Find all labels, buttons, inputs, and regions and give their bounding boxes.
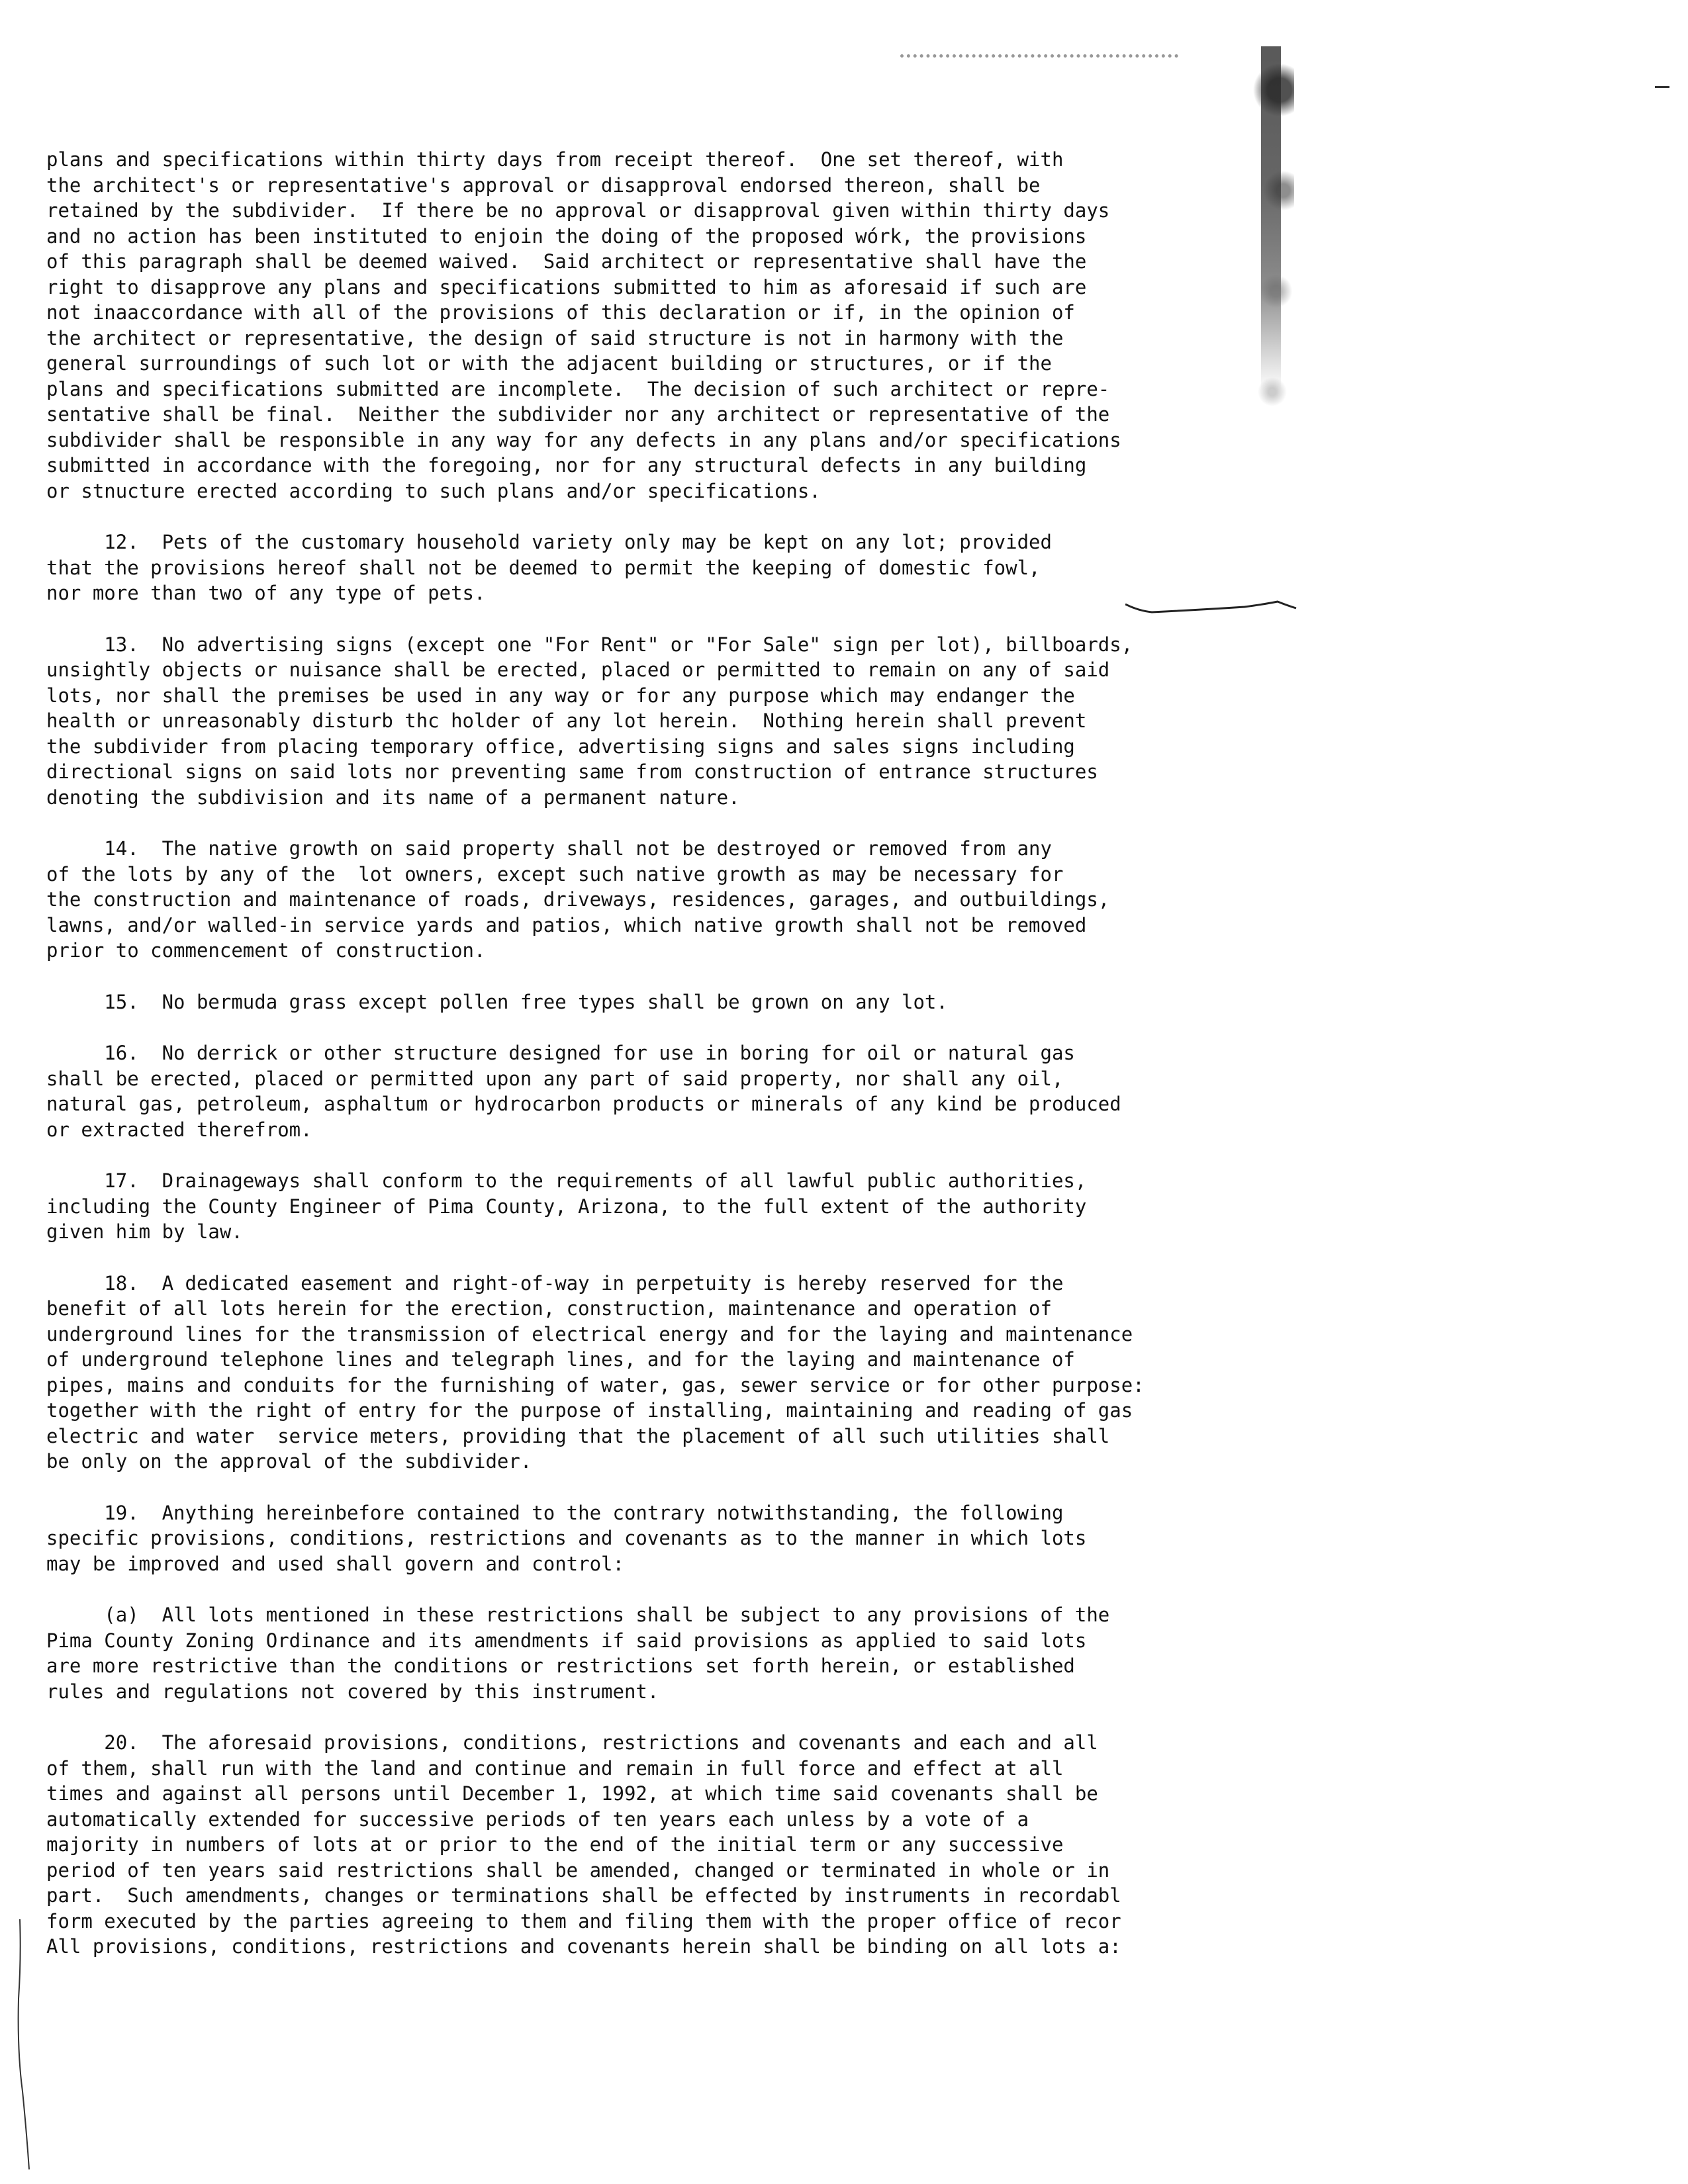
scan-artifact-left-scratch: [0, 1919, 53, 2171]
text-line: rules and regulations not covered by this instrument.: [46, 1680, 659, 1703]
text-line: of them, shall run with the land and continue and remain in full force and effect at all: [46, 1756, 1064, 1780]
text-line: or stnucture erected according to such plans and/or specifications.: [46, 479, 821, 502]
text-line: or extracted therefrom.: [46, 1118, 312, 1141]
paragraph-p14: [46, 836, 1291, 964]
text-line: 13. No advertising signs (except one "For Rent" or "For Sale" sign per lot), billboards,: [46, 633, 1133, 656]
text-line: period of ten years said restrictions shall be amended, changed or terminated in whole or in: [46, 1858, 1110, 1882]
paragraph-p20: [46, 1730, 1291, 1960]
text-line: are more restrictive than the conditions or restrictions set forth herein, or established: [46, 1655, 1075, 1677]
text-line: right to disapprove any plans and specifications submitted to him as aforesaid if such are: [46, 275, 1087, 298]
text-line: of this paragraph shall be deemed waived. Said architect or representative shall have the: [46, 250, 1087, 273]
text-line: nor more than two of any type of pets.: [46, 582, 486, 604]
text-line: natural gas, petroleum, asphaltum or hydrocarbon products or minerals of any kind be produced: [46, 1093, 1121, 1115]
paragraph-p11-continued: [46, 147, 1291, 504]
text-line: submitted in accordance with the foregoing, nor for any structural defects in any building: [46, 454, 1087, 477]
text-line: shall be erected, placed or permitted upon any part of said property, nor shall any oil,: [46, 1067, 1064, 1090]
paragraph-p17: [46, 1168, 1291, 1245]
text-line: part. Such amendments, changes or terminations shall be effected by instruments in recordabl: [46, 1884, 1121, 1907]
text-line: benefit of all lots herein for the erection, construction, maintenance and operation of: [46, 1297, 1052, 1320]
text-line: together with the right of entry for the purpose of installing, maintaining and reading of gas: [46, 1399, 1133, 1422]
text-line: not inaaccordance with all of the provisions of this declaration or if, in the opinion of: [46, 301, 1075, 324]
text-line: lots, nor shall the premises be used in any way or for any purpose which may endanger the: [46, 684, 1075, 707]
text-line: times and against all persons until December 1, 1992, at which time said covenants shall be: [46, 1782, 1098, 1805]
document-body: [46, 147, 1291, 1985]
paragraph-p19: [46, 1500, 1291, 1577]
text-line: of underground telephone lines and telegraph lines, and for the laying and maintenance of: [46, 1348, 1075, 1371]
text-line: the architect or representative, the design of said structure is not in harmony with the: [46, 326, 1064, 349]
text-line: sentative shall be final. Neither the subdivider nor any architect or representative of the: [46, 403, 1110, 426]
text-line: and no action has been instituted to enjoin the doing of the proposed wórk, the provisions: [46, 224, 1087, 248]
text-line: 16. No derrick or other structure designed for use in boring for oil or natural gas: [46, 1042, 1075, 1064]
text-line: the construction and maintenance of roads, driveways, residences, garages, and outbuildings,: [46, 888, 1110, 911]
text-line: (a) All lots mentioned in these restrictions shall be subject to any provisions of the: [46, 1604, 1110, 1626]
text-line: prior to commencement of construction.: [46, 939, 486, 962]
paragraph-p12: [46, 529, 1291, 606]
text-line: directional signs on said lots nor preventing same from construction of entrance structures: [46, 760, 1098, 783]
text-line: 14. The native growth on said property shall not be destroyed or removed from any: [46, 837, 1052, 860]
text-line: including the County Engineer of Pima County, Arizona, to the full extent of the authority: [46, 1195, 1087, 1218]
text-line: Pima County Zoning Ordinance and its amendments if said provisions as applied to said lots: [46, 1629, 1087, 1652]
text-line: retained by the subdivider. If there be no approval or disapproval given within thirty days: [46, 199, 1110, 222]
text-line: plans and specifications submitted are incomplete. The decision of such architect or repre-: [46, 377, 1110, 400]
text-line: electric and water service meters, providing that the placement of all such utilities shall: [46, 1424, 1110, 1447]
text-line: All provisions, conditions, restrictions and covenants herein shall be binding on all lots a:: [46, 1935, 1121, 1958]
paragraph-p16: [46, 1040, 1291, 1142]
text-line: 20. The aforesaid provisions, conditions, restrictions and covenants and each and all: [46, 1731, 1098, 1754]
text-line: subdivider shall be responsible in any way for any defects in any plans and/or specifications: [46, 428, 1121, 451]
text-line: general surroundings of such lot or with the adjacent building or structures, or if the: [46, 352, 1052, 375]
text-line: be only on the approval of the subdivider.: [46, 1450, 532, 1473]
text-line: the subdivider from placing temporary office, advertising signs and sales signs including: [46, 735, 1075, 758]
paragraph-p19a: [46, 1602, 1291, 1704]
text-line: unsightly objects or nuisance shall be erected, placed or permitted to remain on any of said: [46, 659, 1110, 681]
text-line: that the provisions hereof shall not be deemed to permit the keeping of domestic fowl,: [46, 556, 1041, 579]
text-line: underground lines for the transmission of electrical energy and for the laying and maintenance: [46, 1322, 1133, 1345]
text-line: given him by law.: [46, 1220, 243, 1243]
text-line: specific provisions, conditions, restrictions and covenants as to the manner in which lots: [46, 1527, 1087, 1549]
text-line: health or unreasonably disturb thc holder of any lot herein. Nothing herein shall prevent: [46, 709, 1087, 732]
paragraph-p13: [46, 632, 1291, 811]
text-line: 18. A dedicated easement and right-of-way in perpetuity is hereby reserved for the: [46, 1271, 1064, 1295]
text-line: automatically extended for successive periods of ten years each unless by a vote of a: [46, 1807, 1029, 1831]
text-line: lawns, and/or walled-in service yards and patios, which native growth shall not be removed: [46, 913, 1087, 936]
scan-artifact-top: [900, 45, 1178, 58]
text-line: 15. No bermuda grass except pollen free types shall be grown on any lot.: [46, 990, 948, 1013]
text-line: of the lots by any of the lot owners, except such native growth as may be necessary for: [46, 862, 1064, 886]
text-line: 12. Pets of the customary household variety only may be kept on any lot; provided: [46, 531, 1052, 553]
text-line: form executed by the parties agreeing to them and filing them with the proper office of recor: [46, 1909, 1121, 1933]
text-line: denoting the subdivision and its name of a permanent nature.: [46, 786, 740, 809]
paragraph-p15: [46, 989, 1291, 1015]
text-line: 19. Anything hereinbefore contained to the contrary notwithstanding, the following: [46, 1501, 1064, 1524]
text-line: pipes, mains and conduits for the furnishing of water, gas, sewer service or for other purpose:: [46, 1373, 1145, 1396]
text-line: may be improved and used shall govern and control:: [46, 1552, 624, 1575]
text-line: majority in numbers of lots at or prior to the end of the initial term or any successive: [46, 1833, 1064, 1856]
scan-artifact-dash: [1655, 86, 1669, 88]
paragraph-p18: [46, 1271, 1291, 1475]
text-line: the architect's or representative's approval or disapproval endorsed thereon, shall be: [46, 173, 1041, 197]
text-line: 17. Drainageways shall conform to the requirements of all lawful public authorities,: [46, 1169, 1087, 1192]
text-line: plans and specifications within thirty days from receipt thereof. One set thereof, with: [46, 148, 1064, 171]
